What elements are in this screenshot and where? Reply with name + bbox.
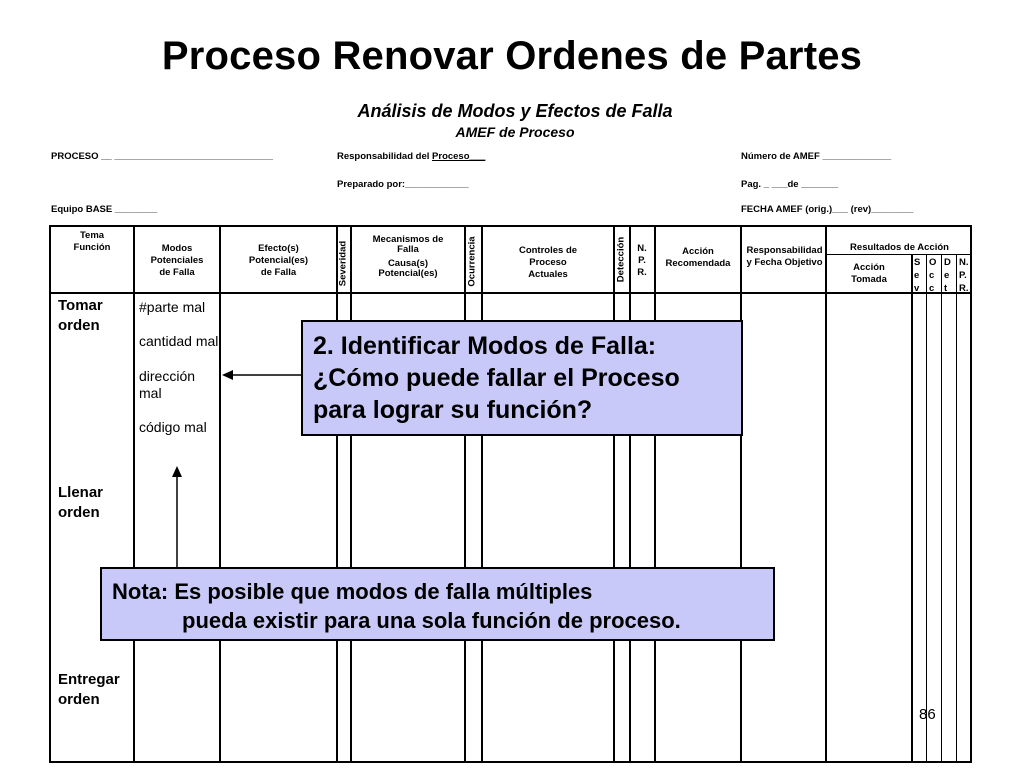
header-npr: N. P. R. [637, 243, 647, 278]
header-responsabilidad: Responsabilidad y Fecha Objetivo [746, 245, 823, 268]
arrow-up-to-modes [172, 466, 182, 567]
header-causa: Causa(s) Potencial(es) [378, 258, 438, 279]
failure-mode: cantidad mal [139, 333, 219, 349]
page-number: 86 [919, 706, 936, 723]
failure-mode: mal [139, 385, 162, 401]
header-sev-letters: S e v [914, 257, 921, 294]
numero-amef-label: Número de AMEF [741, 151, 823, 162]
header-mecanismos: Mecanismos de Falla [372, 234, 444, 255]
header-severidad: Severidad [337, 240, 349, 287]
callout-nota: Nota: Es posible que modos de falla múltiples pueda existir para una sola función de proceso. [100, 567, 775, 641]
proceso-field: PROCESO __ ______________________________ [51, 151, 273, 162]
responsabilidad-label: Responsabilidad del [337, 151, 433, 162]
header-accion-tomada: Acción Tomada [851, 262, 887, 285]
failure-mode: código mal [139, 419, 207, 435]
header-resultados: Resultados de Acción [850, 242, 949, 253]
page-title: Proceso Renovar Ordenes de Partes [161, 34, 863, 78]
pagina-field: Pag. _ ___de _______ [741, 179, 839, 190]
preparado-value: ____________ [405, 179, 469, 190]
header-det-letters: D e t [944, 257, 951, 294]
header-deteccion: Detección [615, 236, 627, 283]
numero-amef-value: _____________ [822, 151, 892, 162]
form-subtitle: Análisis de Modos y Efectos de Falla [357, 101, 673, 121]
header-accion-recomendada: Acción Recomendada [665, 246, 731, 269]
function-llenar-orden: Llenar orden [58, 484, 104, 521]
header-efecto: Efecto(s) Potencial(es) de Falla [248, 243, 309, 278]
arrow-to-modes [222, 370, 301, 380]
header-modos: Modos Potenciales de Falla [150, 243, 204, 278]
header-tema: Tema Función [73, 230, 111, 253]
preparado-label: Preparado por: [337, 179, 406, 190]
failure-mode: dirección [139, 368, 196, 384]
header-ocurrencia: Ocurrencia [466, 236, 478, 287]
fecha-field: FECHA AMEF (orig.)___ (rev)________ [741, 204, 914, 215]
form-type: AMEF de Proceso [455, 124, 575, 140]
header-controles: Controles de Proceso Actuales [518, 245, 578, 280]
function-tomar-orden: Tomar orden [58, 297, 103, 334]
callout-identificar-modos: 2. Identificar Modos de Falla: ¿Cómo puede fallar el Proceso para lograr su función? [301, 320, 743, 436]
header-occ-letters: O c c [929, 257, 937, 294]
header-npr-letters: N. P. R. [959, 257, 969, 294]
responsabilidad-value: Proceso___ [432, 151, 486, 162]
failure-mode: #parte mal [139, 299, 206, 315]
function-entregar-orden: Entregar orden [58, 671, 120, 708]
equipo-field: Equipo BASE ________ [51, 204, 158, 215]
